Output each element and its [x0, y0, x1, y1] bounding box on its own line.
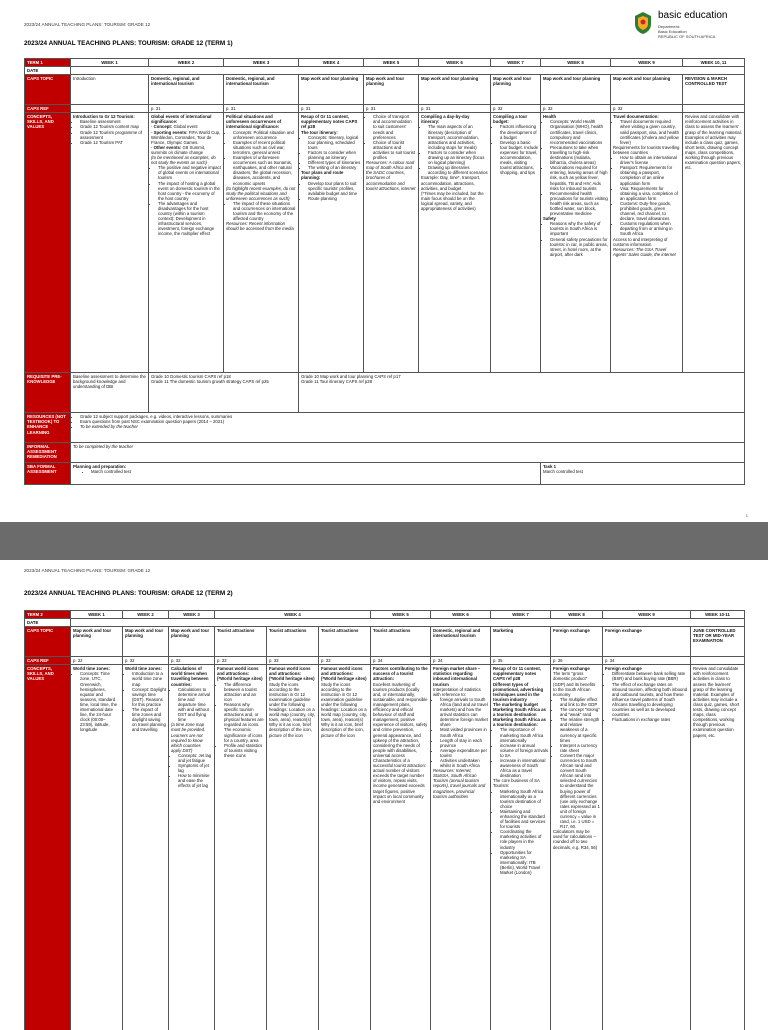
running-header: 2023/24 ANNUAL TEACHING PLANS: TOURISM: GRADE 12 [24, 22, 151, 27]
c4-item: • Concepts: Itinerary, logical tour planning, scheduled tours [308, 135, 361, 150]
c6-example: Example: Day, time*, transport, accommodation, attractions, activities, and budget [421, 175, 481, 191]
concepts-week-8 [541, 113, 611, 373]
sba-row [25, 463, 745, 485]
c1-item: • Grade 12 Tourism programme of assessment [80, 130, 146, 140]
c8-item: • Average expenditure per tourist [440, 748, 488, 758]
c10-item: • The relative strength and relative weakness of a currency at specific times [560, 717, 600, 742]
concepts-week-4a [215, 665, 267, 1030]
logo-line-republic: REPUBLIC OF SOUTH AFRICA [658, 34, 716, 39]
c8-intro: Interpretation of statistics with reference to: [433, 686, 481, 697]
ref-10-11 [691, 657, 745, 665]
topic-9: Map work and tour planning [611, 75, 683, 105]
week-9: WEEK 9 [603, 611, 691, 619]
ref-7: p. 35 [491, 657, 551, 665]
c2-concept: - Concept: Global event [151, 124, 198, 130]
c8-item: • Concepts: World Health Organisation (WHO), health certificates, travel clinics, compulsory and recommended vaccinations [550, 119, 608, 144]
requisite-2a: Grade 10 Domestic tourism CAPS ref p18 [151, 374, 231, 380]
c6-note: (*Times may be included, but the main focus should be on the logical spread, variety, and appropriateness of activities) [421, 190, 484, 211]
c10-list [553, 697, 600, 829]
c3-item: • Calculations to determine arrival time and departure time with and without DST and flying time [178, 687, 212, 723]
concepts-label: CONCEPTS, SKILLS, AND VALUES [25, 113, 71, 373]
resources-cell [71, 413, 745, 443]
c2-list [125, 671, 166, 732]
c8-list-2 [543, 221, 608, 257]
c2-item: • The positive and negative impact of global events on international tourism [158, 165, 221, 180]
c9-item: • Customs: Duty-free goods, prohibited goods, green channel, red channel, to declare, travel allowances [620, 201, 680, 221]
logo-line-basic-education: Basic Education [658, 29, 687, 34]
concepts-week-7 [491, 665, 551, 1030]
c2-other-label: Other events: [153, 144, 182, 150]
c3-head: Political situations and unforeseen occurrences of international significance: [226, 114, 282, 130]
c9-item: • increase in annual volume of foreign arrivals to SA [500, 743, 548, 758]
informal-row [25, 443, 745, 463]
c4-head: Recap of Gr 11 content, supplementary notes CAPS ref p28 [301, 114, 358, 130]
c9-item: • The importance of marketing South Africa internationally [500, 727, 548, 742]
c11-item: • Fluctuations in exchange rates [612, 717, 688, 722]
ref-3: p. 32 [169, 657, 215, 665]
topic-4b: Tourist attractions [267, 627, 319, 657]
c4-item: • The difference between a tourist attraction and an icon [224, 682, 264, 702]
concepts-week-2 [149, 113, 224, 373]
ref-8: p. 36 [551, 657, 603, 665]
date-cell [71, 67, 745, 75]
topic-4c: Tourist attractions [319, 627, 371, 657]
c3-resources: Resources: Recent information should be accessed from the media [226, 221, 294, 232]
c3-list [171, 687, 212, 723]
topic-8: Map work and tour planning [541, 75, 611, 105]
c2-other-text: G8 Summit, summits on climate change [151, 144, 206, 155]
ref-2: p. 31 [149, 105, 224, 113]
caps-ref-label: CAPS REF [25, 105, 71, 113]
ref-9: p. 34 [603, 657, 691, 665]
resources-row [25, 413, 745, 443]
topic-2: Domestic, regional, and international tourism [149, 75, 224, 105]
c8-head: Foreign market share – statistics regarding inbound international tourism [433, 666, 481, 687]
c2-sporting: - Sporting events: FIFA World Cup, Wimbledon, Comrades, Tour de France, Olympic Games. [151, 129, 221, 145]
concepts-row [25, 113, 745, 373]
c3-head: Calculations of world times when travelling between countries: [171, 666, 209, 687]
ref-4a: p. 33 [215, 657, 267, 665]
c4-head-2: Tour plans and route planning: [301, 170, 344, 181]
c1-head: World time zones: [73, 666, 110, 672]
topic-4a: Tourist attractions [215, 627, 267, 657]
week-4: WEEK 4 [215, 611, 371, 619]
c9-item: • How to obtain an international driver's license [620, 155, 680, 165]
c1-item: • Baseline assessment [80, 119, 146, 124]
week-7: WEEK 7 [491, 611, 551, 619]
c1-item: • Grade 12 Tourism content map [80, 124, 146, 129]
c2-item: • The impact of hosting a global event on domestic tourism in the host country - the economy of the host country [158, 181, 221, 201]
sba-head: Planning and preparation: [73, 464, 127, 470]
concepts-week-3 [169, 665, 215, 1030]
c2-head: World time zones: [125, 666, 162, 672]
c4-sub: The tour itinerary: [301, 129, 338, 135]
c9-list-2 [493, 789, 548, 876]
ref-4b: p. 33 [267, 657, 319, 665]
week-10-11: WEEK 10, 11 [683, 59, 745, 67]
concepts-week-6 [431, 665, 491, 1030]
c2-sporting-text: FIFA World Cup, Wimbledon, Comrades, Tour de France, Olympic Games. [151, 129, 221, 145]
c8-item: • Length of stay in each province [440, 738, 488, 748]
logo-brand: basic education [658, 10, 728, 21]
c10-item: • Convert the major currencies to South African rand and convert South African rand into selected currencies to understand the buying power of different currencies (use only exchange rates expressed as 1 unit of foreign currency = value in rand, i.e. 1 USD = R17, 60. [560, 753, 600, 829]
c9-core: The core business of SA Tourism: [493, 778, 540, 789]
task-item: March controlled test [543, 469, 583, 475]
c7-head: Factors contributing to the success of a tourist attraction: [373, 666, 428, 682]
running-header: 2023/24 ANNUAL TEACHING PLANS: TOURISM: GRADE 12 [24, 568, 151, 573]
ref-1: p. 32 [71, 657, 123, 665]
c8-item: • foreign arrivals to South Africa (land and air travel markets) and how the arrival statistics can determine foreign market share [440, 697, 488, 728]
c2-list [151, 165, 221, 236]
c3-item: • How to minimise and ease the effects of jet lag [178, 773, 212, 788]
c2-concept-label: Concept: [153, 124, 173, 130]
page-term-2 [0, 560, 768, 1030]
caps-topic-label: CAPS TOPIC [25, 627, 71, 657]
sba-cell [71, 463, 541, 485]
c9-item: • Customs regulations when departing from or arriving in South Africa [620, 221, 680, 236]
c3-note: (to highlight recent examples, do not study the political situations and unforeseen occurrences as such) [226, 185, 296, 201]
c9-req: Requirements for tourists travelling between countries [613, 144, 680, 155]
concepts-label: CONCEPTS, SKILLS, AND VALUES [25, 665, 71, 1030]
c9-item: • Marketing South Africa internationally as a tourism destination of choice [500, 789, 548, 809]
c4-item: • Develop tour plans to suit specific tourists' profiles, available budget and time [308, 181, 361, 196]
requisite-1: Baseline assessment to determine the background knowledge and understanding of DBI [71, 373, 149, 413]
c2-head: Global events of international significance: [151, 114, 212, 125]
week-10-11: WEEK 10-11 [691, 611, 745, 619]
resource-item: • Grade 12 subject support packages, e.g. videos, interactive lessons, summaries [80, 414, 742, 419]
c3-item: • Examples of unforeseen occurrences such as tsunamis, earthquakes, and other natural disasters, the global recession, diseases, accidents, and economic upsets [233, 155, 296, 186]
requisite-2 [149, 373, 299, 413]
c3-item: • Symptoms of jet lag [178, 763, 212, 773]
week-7: WEEK 7 [491, 59, 541, 67]
c8-item: • Vaccinations required for entering, leaving areas of high risk, such as yellow fever, hepatitis, TB and HIV; Aids risks for inbound tourists [550, 165, 608, 190]
sba-item: • March controlled test [91, 469, 538, 474]
c9-head: Recap of Gr 11 content, supplementary notes CAPS ref p28 [493, 666, 542, 682]
c5-resources: Resources: A colour road map of South Africa and the SADC countries, brochures of accommodation and tourist attractions, internet [366, 160, 416, 191]
c6-item: • The main aspects of an itinerary (description of transport, accommodation, attractions and activities, including stops for meals) [428, 124, 488, 149]
informal-label: INFORMAL ASSESSMENT REMEDIATION [25, 443, 71, 463]
ref-6: p. 31 [419, 105, 491, 113]
c6-item: • Factors to consider when drawing up an itinerary (focus on logical planning) [428, 150, 488, 165]
c4-list [301, 135, 361, 171]
concepts-row [25, 665, 745, 1030]
caps-ref-label: CAPS REF [25, 657, 71, 665]
c2-sporting-label: Sporting events: [153, 129, 188, 135]
page-title: 2023/24 ANNUAL TEACHING PLANS: TOURISM: GRADE 12 (TERM 2) [24, 590, 233, 597]
week-6: WEEK 6 [419, 59, 491, 67]
concepts-week-5 [364, 113, 419, 373]
c8-item: • Recommended health precautions for tourists visiting health risk areas, such as bottled water, sun block, preventative medicine [550, 191, 608, 216]
task-cell [541, 463, 745, 485]
c9-item: • Visa: Requirements for obtaining a visa, completion of an application form [620, 186, 680, 201]
caps-ref-row [25, 105, 745, 113]
c6-item: • Drawing up itineraries according to different scenarios [428, 165, 488, 175]
c9-access: Access to and interpreting of customs information [613, 236, 668, 247]
c6-body: Study the icons according to the instruction in Gr 12 examination guideline under the following headings: Location on a world map (country, city, town, area), reason(s) Why is it an icon, brief description of the icon, picture of the icon [321, 681, 367, 738]
caps-topic-row [25, 627, 745, 657]
c9-head: Travel documentation: [613, 114, 659, 120]
ref-6: p. 34 [431, 657, 491, 665]
c3-item: • Examples of recent political situations such as civil war, terrorism, general unrest [233, 140, 296, 155]
c9-item: • Passport: Requirements for obtaining a passport, completion of an online application form [620, 165, 680, 185]
c11-head: Foreign exchange [605, 666, 642, 672]
c7-body-2: Characteristics of a successful tourist attraction: actual number of visitors exceeds the target number of visitors, repeat visits, income generated exceeds target figures, positive impact on local community and environment [373, 757, 427, 804]
c8-list [433, 697, 488, 768]
c9-resources: Resources: The GSA Travel Agents' Sales Guide, the internet [613, 246, 676, 257]
requisite-row [25, 373, 745, 413]
c2-other: - Other events: G8 Summit, summits on climate change [151, 144, 206, 155]
c8-item: • Most visited provinces in South Africa [440, 727, 488, 737]
ref-4c: p. 33 [319, 657, 371, 665]
concepts-week-4b [267, 665, 319, 1030]
week-1: WEEK 1 [71, 59, 149, 67]
topic-8: Foreign exchange [551, 627, 603, 657]
resource-item: • Exam questions from past NSC examination question papers (2014 – 2021) [80, 419, 742, 424]
page-number: 1 [745, 513, 748, 518]
date-label: DATE [25, 67, 71, 75]
ref-7: p. 32 [491, 105, 541, 113]
week-2: WEEK 2 [123, 611, 169, 619]
concepts-week-10-11: Review and consolidate with reinforcement activities in class to assess the learners' grasp of the learning material. Examples of activities may include a class quiz, games, short tests, drawing concept maps, class competitions, working through previous examination question papers, etc. [691, 665, 745, 1030]
ref-2: p. 32 [123, 657, 169, 665]
c9-sub-4: Marketing South Africa as a tourism destination: [493, 717, 546, 728]
concepts-week-1 [71, 113, 149, 373]
c10-item: • The concept "strong" and "weak" rand [560, 707, 600, 717]
week-9: WEEK 9 [611, 59, 683, 67]
week-8: WEEK 8 [551, 611, 603, 619]
c8-safety: Safety [543, 216, 556, 222]
coat-of-arms-icon [632, 10, 654, 36]
topic-10-11: REVISION & MARCH CONTROLLED TEST [683, 75, 745, 105]
c1-item: • Grade 12 Tourism PAT [80, 140, 146, 145]
week-5: WEEK 5 [371, 611, 431, 619]
topic-4: Map work and tour planning [299, 75, 364, 105]
c9-item: • Coordinating the marketing activities of role players in the industry [500, 829, 548, 849]
c4-item: • Different types of itineraries [308, 160, 361, 165]
c7-body: Excellent marketing of tourism products (locally and, or internationally, sustainable, and responsible management plans, efficiency and ethical behaviour of staff and management, positive experience of visitors, safety and crime prevention, general appearance, and upkeep of the attraction, considering the needs of people with disabilities, universal access [373, 681, 428, 758]
term1-table [24, 58, 745, 485]
requisite-2b: Grade 11 The domestic tourism growth strategy CAPS ref p25 [151, 379, 269, 385]
week-3: WEEK 3 [224, 59, 299, 67]
c9-item: • Opportunities for marketing SA internationally: ITB (Berlin), World Travel Market (London) [500, 850, 548, 875]
c9-list [613, 119, 680, 144]
topic-7: Marketing [491, 627, 551, 657]
c4-item: • Profile and statistics of tourists visiting these icons [224, 743, 264, 758]
c2-item: • The advantages and disadvantages for the host country (within a tourism context): Development in infrastructural services, investment, foreign exchange income, the multiplier effect [158, 201, 221, 237]
week-3: WEEK 3 [169, 611, 215, 619]
c3-note: (a time zone map must be provided. Learners are not required to know which countries apply DST) [171, 722, 206, 753]
requisite-3b: Grade 11 Tour itinerary CAPS ref p28 [301, 379, 373, 385]
topic-2: Map work and tour planning [123, 627, 169, 657]
c10-item: • The multiplier effect and link to the GDP [560, 697, 600, 707]
ref-9: p. 32 [611, 105, 683, 113]
caps-topic-label: CAPS TOPIC [25, 75, 71, 105]
topic-6: Domestic, regional and international tourism [431, 627, 491, 657]
c4-item: • Reasons why specific tourism attractions and, or physical features are regarded as icons. The economic significance of icons for a country, area [224, 702, 264, 743]
c6-list [421, 124, 488, 175]
concepts-week-9 [611, 113, 683, 373]
c3-item: • Concepts: Jet lag and jet fatigue [178, 753, 212, 763]
c5-item: • Choice of tourist attractions and activities to suit tourist profiles [373, 140, 416, 160]
c7-list [493, 124, 538, 175]
c9-item: • increase in international awareness of South Africa as a travel destination [500, 758, 548, 778]
c8-list [543, 119, 608, 216]
task-head: Task 1 [543, 464, 557, 470]
c8-item: • Precautions to take when travelling to high-risk destinations (malaria, bilharzia, cholera areas) [550, 145, 608, 165]
c10-body: The term "gross domestic product" (GDP) and its benefits to the South African economy [553, 671, 596, 697]
concepts-week-5 [371, 665, 431, 1030]
informal-cell: To be completed by the teacher [71, 443, 745, 463]
c5-body: Study the icons according to the instruction in Gr 12 examination guideline under the following headings: Location on a world map (country, city, town, area), reason(s) Why is it an icon, brief description of the icon, picture of the icon [269, 681, 315, 738]
ref-8: p. 32 [541, 105, 611, 113]
concepts-week-1 [71, 665, 123, 1030]
c9-item: • Travel documents required when visiting a given country, valid passport, visa, and health certificates (cholera and yellow fever) [620, 119, 680, 144]
ref-5: p. 34 [371, 657, 431, 665]
c8-item: • General safety precautions for tourists: in car, in public areas, street, in hotel room, at the airport, after dark [550, 237, 608, 257]
c3-list-2 [171, 753, 212, 789]
concepts-week-3 [224, 113, 299, 373]
concepts-week-4 [299, 113, 364, 373]
c3-list-2 [226, 201, 296, 221]
requisite-3a: Grade 10 Map work and tour planning CAPS ref p17 [301, 374, 401, 380]
topic-5: Tourist attractions [371, 627, 431, 657]
c6-head: Compiling a day-by-day itinerary: [421, 114, 470, 125]
caps-topic-row [25, 75, 745, 105]
c9-list-2 [613, 155, 680, 237]
c2-concept-text: Global event [172, 124, 198, 130]
c3-list [226, 130, 296, 186]
term-label: TERM 2 [25, 611, 71, 619]
c5-head: Famous world icons and attractions: (*World heritage sites) [269, 666, 315, 682]
week-4: WEEK 4 [299, 59, 364, 67]
topic-3: Domestic, regional, and international tourism [224, 75, 299, 105]
c2-note: (to be mentioned as examples, do not study the events as such) [151, 155, 216, 166]
concepts-week-7 [491, 113, 541, 373]
c8-item: • Activities undertaken whilst in South Africa [440, 758, 488, 768]
c4-list-2 [301, 181, 361, 201]
date-cell [71, 619, 745, 627]
c9-sub-3: Marketing South Africa as a tourism destination [493, 707, 546, 718]
term2-table [24, 610, 745, 1030]
c11-item: • The effect of exchange rates on inbound tourism, affecting both inbound and outbound tourists, and how these influence travel patterns of South Africans travelling to developing countries as well as to developed countries [612, 682, 688, 718]
c11-list [605, 671, 688, 722]
concepts-week-4c [319, 665, 371, 1030]
c9-sub: Different types of promotional, advertising techniques used in the tourism industry [493, 681, 544, 702]
week-header-row [25, 59, 745, 67]
c5-item: • Choice of transport and accommodation to suit customers' needs and preferences [373, 114, 416, 139]
c3-item: • The impact of these situations and occurrences on international tourism and the economy of the affected country [233, 201, 296, 221]
concepts-week-2 [123, 665, 169, 1030]
requisite-3 [299, 373, 745, 413]
c4-head: Famous world icons and attractions: (*World heritage sites) [217, 666, 263, 682]
ref-4: p. 31 [299, 105, 364, 113]
date-row [25, 619, 745, 627]
ref-5: p. 31 [364, 105, 419, 113]
resource-item: • To be extended by the teacher [80, 424, 742, 429]
c7-head: Compiling a tour budget: [493, 114, 528, 125]
c1-head: Introduction to Gr 12 Tourism: [73, 114, 135, 120]
concepts-week-6 [419, 113, 491, 373]
topic-10-11: JUNE CONTROLLED TEST OR MID-YEAR EXAMINATION [691, 627, 745, 657]
c7-item: • Factors influencing the development of a budget [500, 124, 538, 139]
c8-item: • Reasons why the safety of tourists in South Africa is important [550, 221, 608, 236]
c10-head: Foreign exchange [553, 666, 590, 672]
c1-list [73, 119, 146, 144]
concepts-week-10-11: Review and consolidate with reinforcement activities in class to assess the learners' grasp of the learning material. Examples of activities may include a class quiz, games, short tests, drawing concept maps, class competitions, working through previous examination question papers, etc. [683, 113, 745, 373]
c1-list [73, 671, 120, 732]
term-label: TERM 1 [25, 59, 71, 67]
c9-list [493, 727, 548, 778]
c7-item: • Develop a basic tour budget. Include expenses for travel, accommodation, meals, visiting tourist attractions, shopping, and tips [500, 140, 538, 176]
topic-7: Map work and tour planning [491, 75, 541, 105]
date-row [25, 67, 745, 75]
topic-1: Map work and tour planning [71, 627, 123, 657]
c9-sub-2: The marketing budget [493, 701, 538, 707]
c11-item: • Differentiate between bank selling rate (BSR) and bank buying rate (BBR) [612, 671, 688, 681]
requisite-label: REQUISITE PRE-KNOWLEDGE [25, 373, 71, 413]
topic-1: Introduction [71, 75, 149, 105]
ref-3: p. 31 [224, 105, 299, 113]
c2-item: • Introduction to a world time zone map [132, 671, 166, 686]
topic-6: Map work and tour planning [419, 75, 491, 105]
week-1: WEEK 1 [71, 611, 123, 619]
c8-resources: Resources: Internet, StatsSA, South African Tourism (annual tourism reports), travel journals and magazines, provincial tourism authorities [433, 768, 486, 799]
page-title: 2023/24 ANNUAL TEACHING PLANS: TOURISM: GRADE 12 (TERM 1) [24, 40, 233, 47]
c10-calc: Calculators may be used for calculations – rounded off to two decimals, e.g. R34, 56) [553, 829, 598, 850]
resources-label: RESOURCES (NOT TEXTBOOK) TO ENHANCE LEARNING [25, 413, 71, 443]
dbe-logo [632, 8, 752, 42]
week-6: WEEK 6 [431, 611, 491, 619]
c8-head: Health [543, 114, 557, 120]
sba-list [73, 469, 538, 474]
logo-line-department: Department: [658, 24, 681, 29]
resources-list [73, 414, 742, 429]
c5-list [366, 114, 416, 160]
c3-item: • Concepts: Political situation and unforeseen occurrence [233, 130, 296, 140]
c2-item: • Concept: Daylight savings time (DST). Reasons for this practice [132, 687, 166, 707]
c6-head: Famous world icons and attractions: (*World heritage sites) [321, 666, 367, 682]
ref-1 [71, 105, 149, 113]
c4-item: • The writing of an itinerary [308, 165, 361, 170]
c4-list [217, 682, 264, 758]
c2-item: • The impact of time zones and daylight saving on travel planning and travelling [132, 707, 166, 732]
week-header-row [25, 611, 745, 619]
sba-label: SBA FORMAL ASSESSMENT [25, 463, 71, 485]
week-8: WEEK 8 [541, 59, 611, 67]
topic-9: Foreign exchange [603, 627, 691, 657]
c4-item: • Route planning [308, 196, 361, 201]
concepts-week-8 [551, 665, 603, 1030]
c4-item: • Factors to consider when planning an itinerary [308, 150, 361, 160]
c9-item: • Maintaining and enhancing the standard of facilities and services for tourists [500, 809, 548, 829]
c1-item: • Concepts: Time zone, UTC, Greenwich, hemispheres, equator and seasons, standard time, local time, the international date line, the 24-hour clock (00:00– 23:59), latitude, longitude [80, 671, 120, 732]
concepts-week-9 [603, 665, 691, 1030]
caps-ref-row [25, 657, 745, 665]
topic-5: Map work and tour planning [364, 75, 419, 105]
topic-3: Map work and tour planning [169, 627, 215, 657]
ref-10-11 [683, 105, 745, 113]
c10-item: • Interpret a currency rate sheet [560, 743, 600, 753]
week-2: WEEK 2 [149, 59, 224, 67]
date-label: DATE [25, 619, 71, 627]
week-5: WEEK 5 [364, 59, 419, 67]
